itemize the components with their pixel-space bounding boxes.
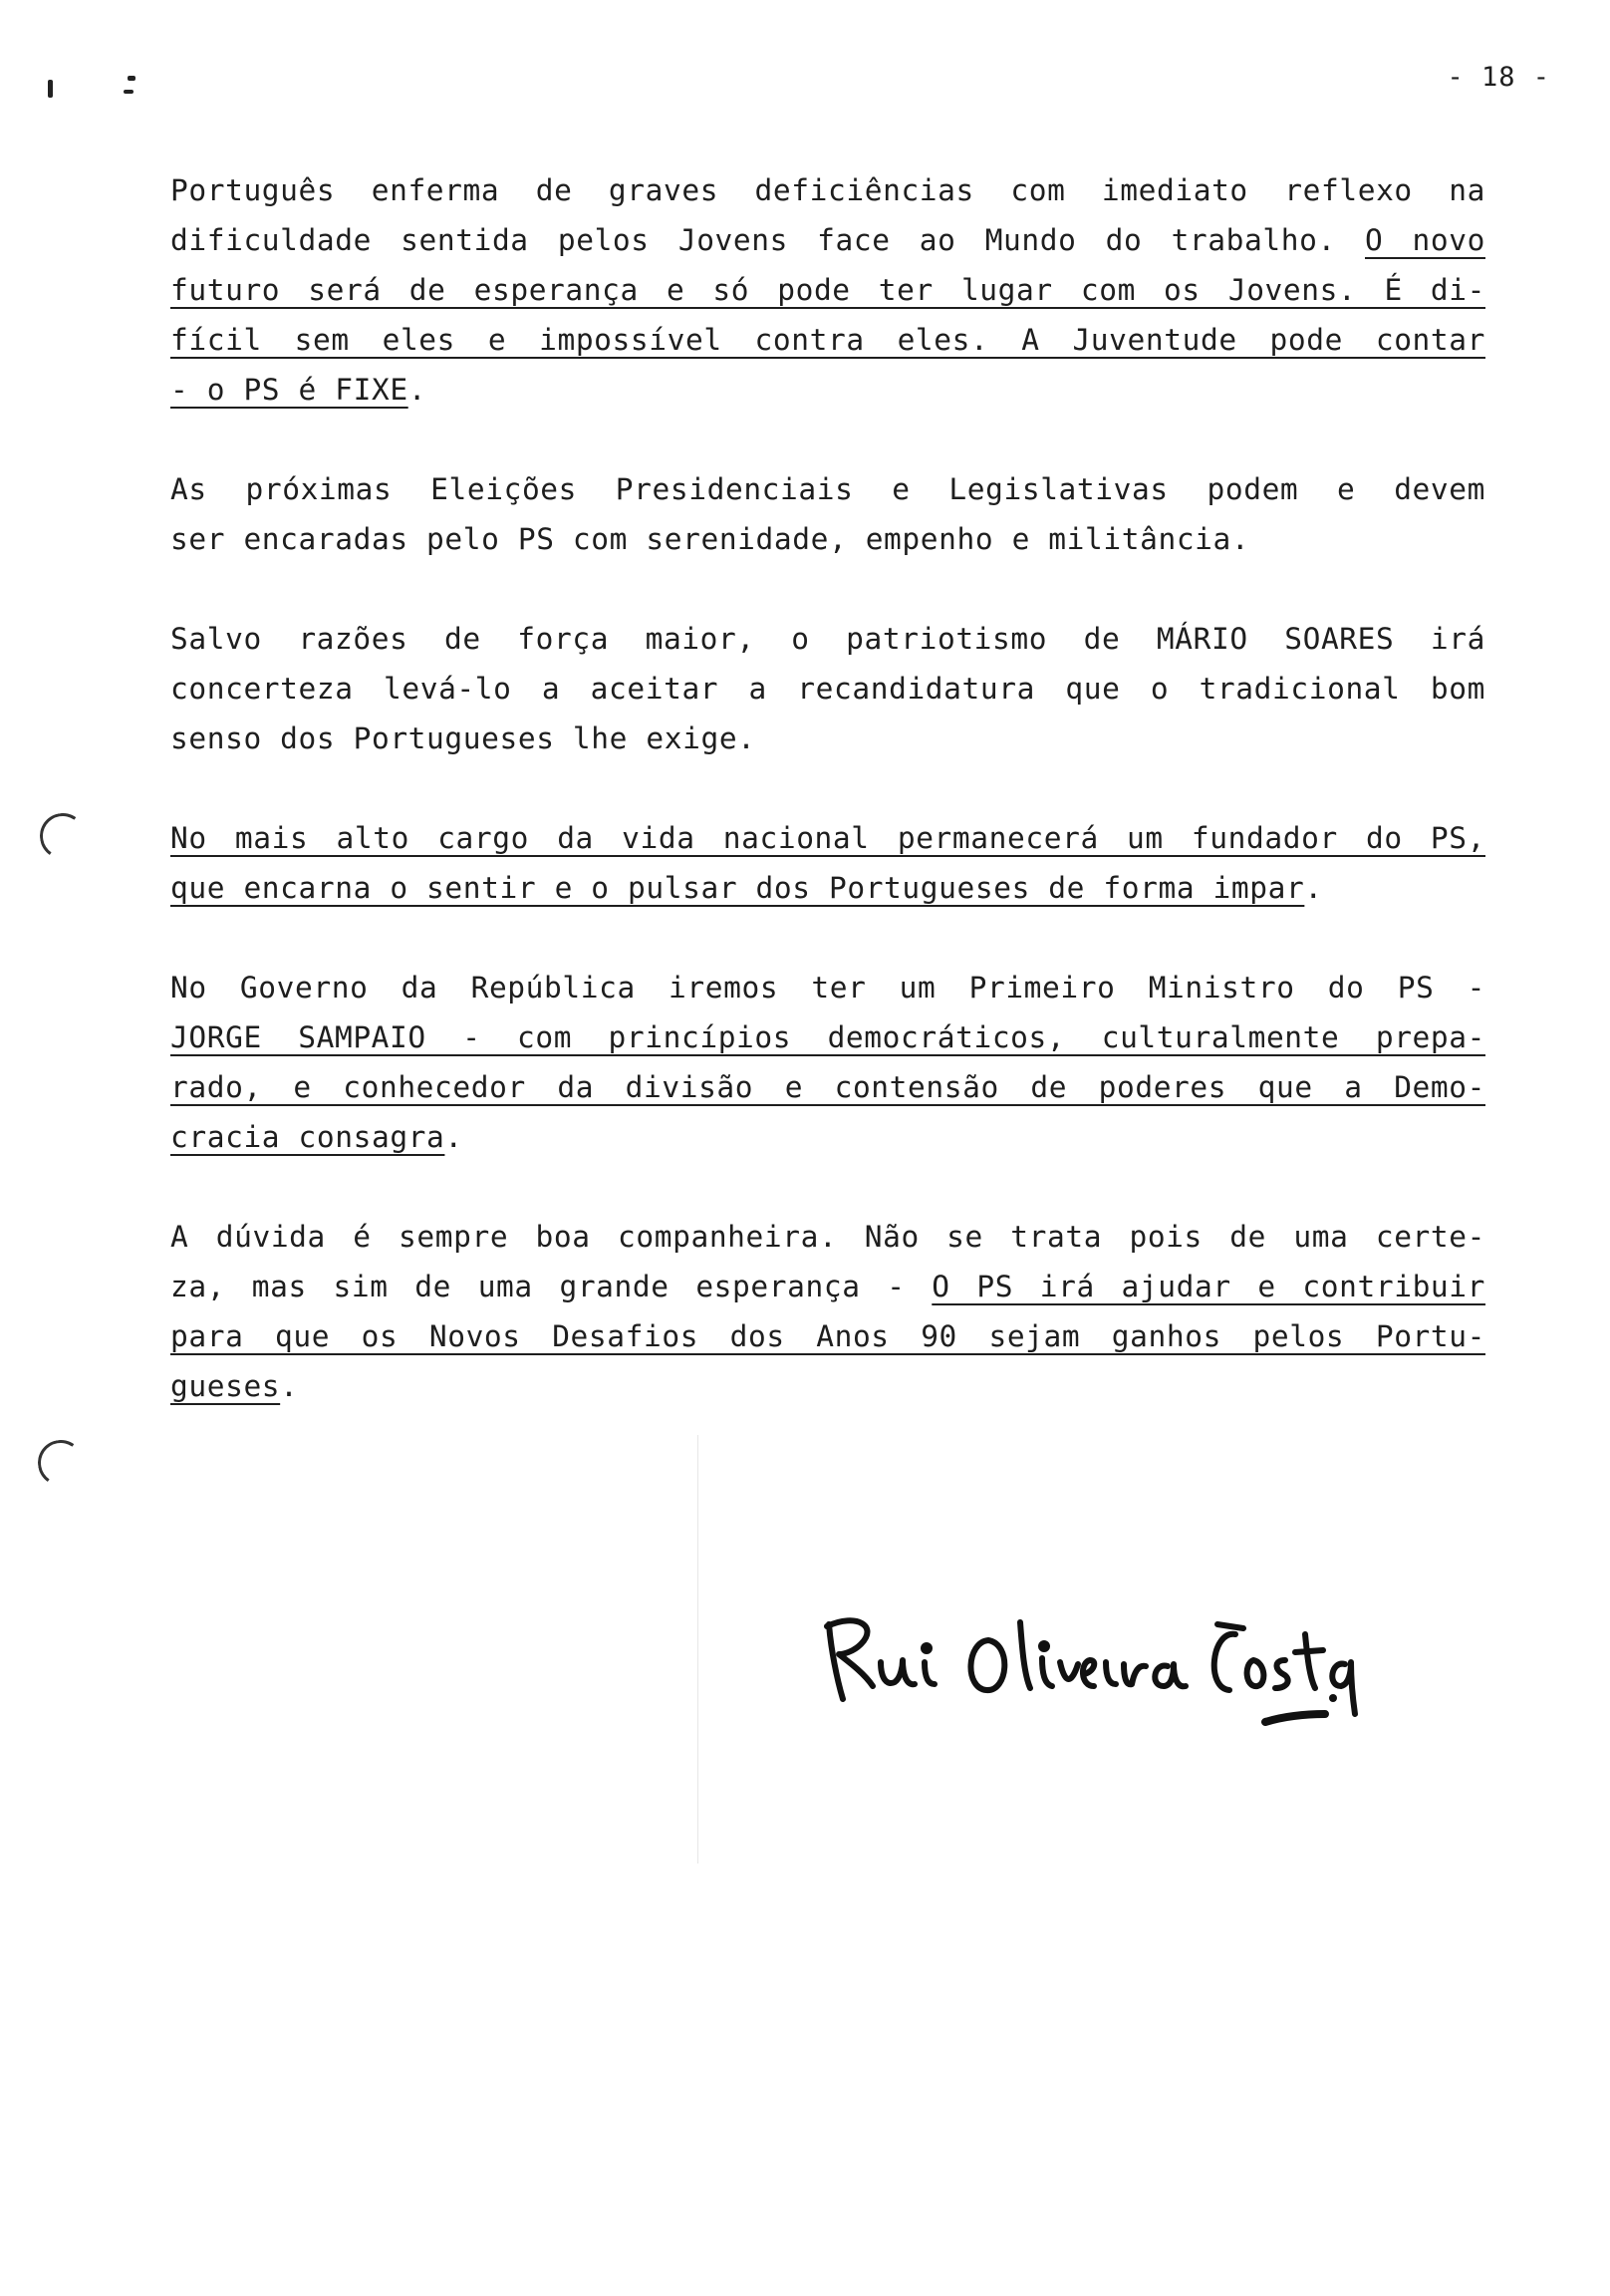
underlined-text: O novo xyxy=(1365,223,1485,257)
underlined-text: gueses xyxy=(170,1369,281,1403)
underlined-text: fícil sem eles e impossível contra eles. A Juventude pode contar xyxy=(170,323,1485,357)
text-segment: dificuldade sentida pelos Jovens face ao Mundo do trabalho. xyxy=(170,223,1365,257)
paragraph-1 xyxy=(170,165,1485,415)
underlined-text: futuro será de esperança e só pode ter lugar com os Jovens. É di- xyxy=(170,273,1485,307)
page-number: - 18 - xyxy=(1447,62,1550,93)
text-line xyxy=(170,664,1485,714)
text-line xyxy=(170,614,1485,664)
text-segment: No Governo da República iremos ter um Primeiro Ministro do PS - xyxy=(170,971,1485,1004)
text-segment: A dúvida é sempre boa companheira. Não se trata pois de uma certe- xyxy=(170,1220,1485,1254)
underlined-text: No mais alto cargo da vida nacional permanecerá um fundador do PS, xyxy=(170,821,1485,855)
handwritten-signature xyxy=(817,1604,1375,1784)
paragraph-4 xyxy=(170,813,1485,913)
paragraph-2 xyxy=(170,464,1485,564)
underlined-text: JORGE SAMPAIO - com princípios democráticos, culturalmente prepa- xyxy=(170,1020,1485,1054)
scan-mark xyxy=(48,80,53,98)
text-line xyxy=(170,1311,1485,1361)
text-line xyxy=(170,215,1485,265)
text-line xyxy=(170,963,1485,1012)
text-line xyxy=(170,1112,1485,1162)
text-segment: ser encaradas pelo PS com serenidade, empenho e militância. xyxy=(170,522,1250,556)
text-line xyxy=(170,1062,1485,1112)
fold-line xyxy=(697,1435,698,1864)
text-segment: Salvo razões de força maior, o patriotismo de MÁRIO SOARES irá xyxy=(170,622,1485,656)
text-segment: . xyxy=(280,1369,299,1403)
text-segment: Português enferma de graves deficiências com imediato reflexo na xyxy=(170,173,1485,207)
paragraph-3 xyxy=(170,614,1485,763)
text-line xyxy=(170,165,1485,215)
text-line xyxy=(170,464,1485,514)
text-line xyxy=(170,714,1485,763)
text-line xyxy=(170,1361,1485,1411)
text-segment: senso dos Portugueses lhe exige. xyxy=(170,721,756,755)
punch-hole-mark xyxy=(34,1436,87,1489)
text-line xyxy=(170,514,1485,564)
underlined-text: que encarna o sentir e o pulsar dos Portugueses de forma impar xyxy=(170,871,1305,905)
text-line xyxy=(170,1262,1485,1311)
paragraph-6 xyxy=(170,1212,1485,1411)
scan-mark xyxy=(124,90,134,94)
underlined-text: rado, e conhecedor da divisão e contensão de poderes que a Demo- xyxy=(170,1070,1485,1104)
text-segment: za, mas sim de uma grande esperança - xyxy=(170,1270,933,1303)
punch-hole-mark xyxy=(36,809,89,862)
text-segment: . xyxy=(1304,871,1323,905)
text-segment: . xyxy=(407,373,427,407)
text-line xyxy=(170,265,1485,315)
text-line xyxy=(170,863,1485,913)
text-line xyxy=(170,1012,1485,1062)
underlined-text: para que os Novos Desafios dos Anos 90 sejam ganhos pelos Portu- xyxy=(170,1319,1485,1353)
text-segment: As próximas Eleições Presidenciais e Legislativas podem e devem xyxy=(170,472,1485,506)
text-line xyxy=(170,315,1485,365)
paragraph-5 xyxy=(170,963,1485,1162)
text-segment: . xyxy=(444,1120,463,1154)
underlined-text: O PS irá ajudar e contribuir xyxy=(932,1270,1486,1303)
underlined-text: cracia consagra xyxy=(170,1120,445,1154)
text-line xyxy=(170,365,1485,415)
scan-mark xyxy=(128,76,135,81)
text-line xyxy=(170,813,1485,863)
text-segment: concerteza levá-lo a aceitar a recandidatura que o tradicional bom xyxy=(170,672,1485,706)
underlined-text: - o PS é FIXE xyxy=(170,373,408,407)
text-line xyxy=(170,1212,1485,1262)
